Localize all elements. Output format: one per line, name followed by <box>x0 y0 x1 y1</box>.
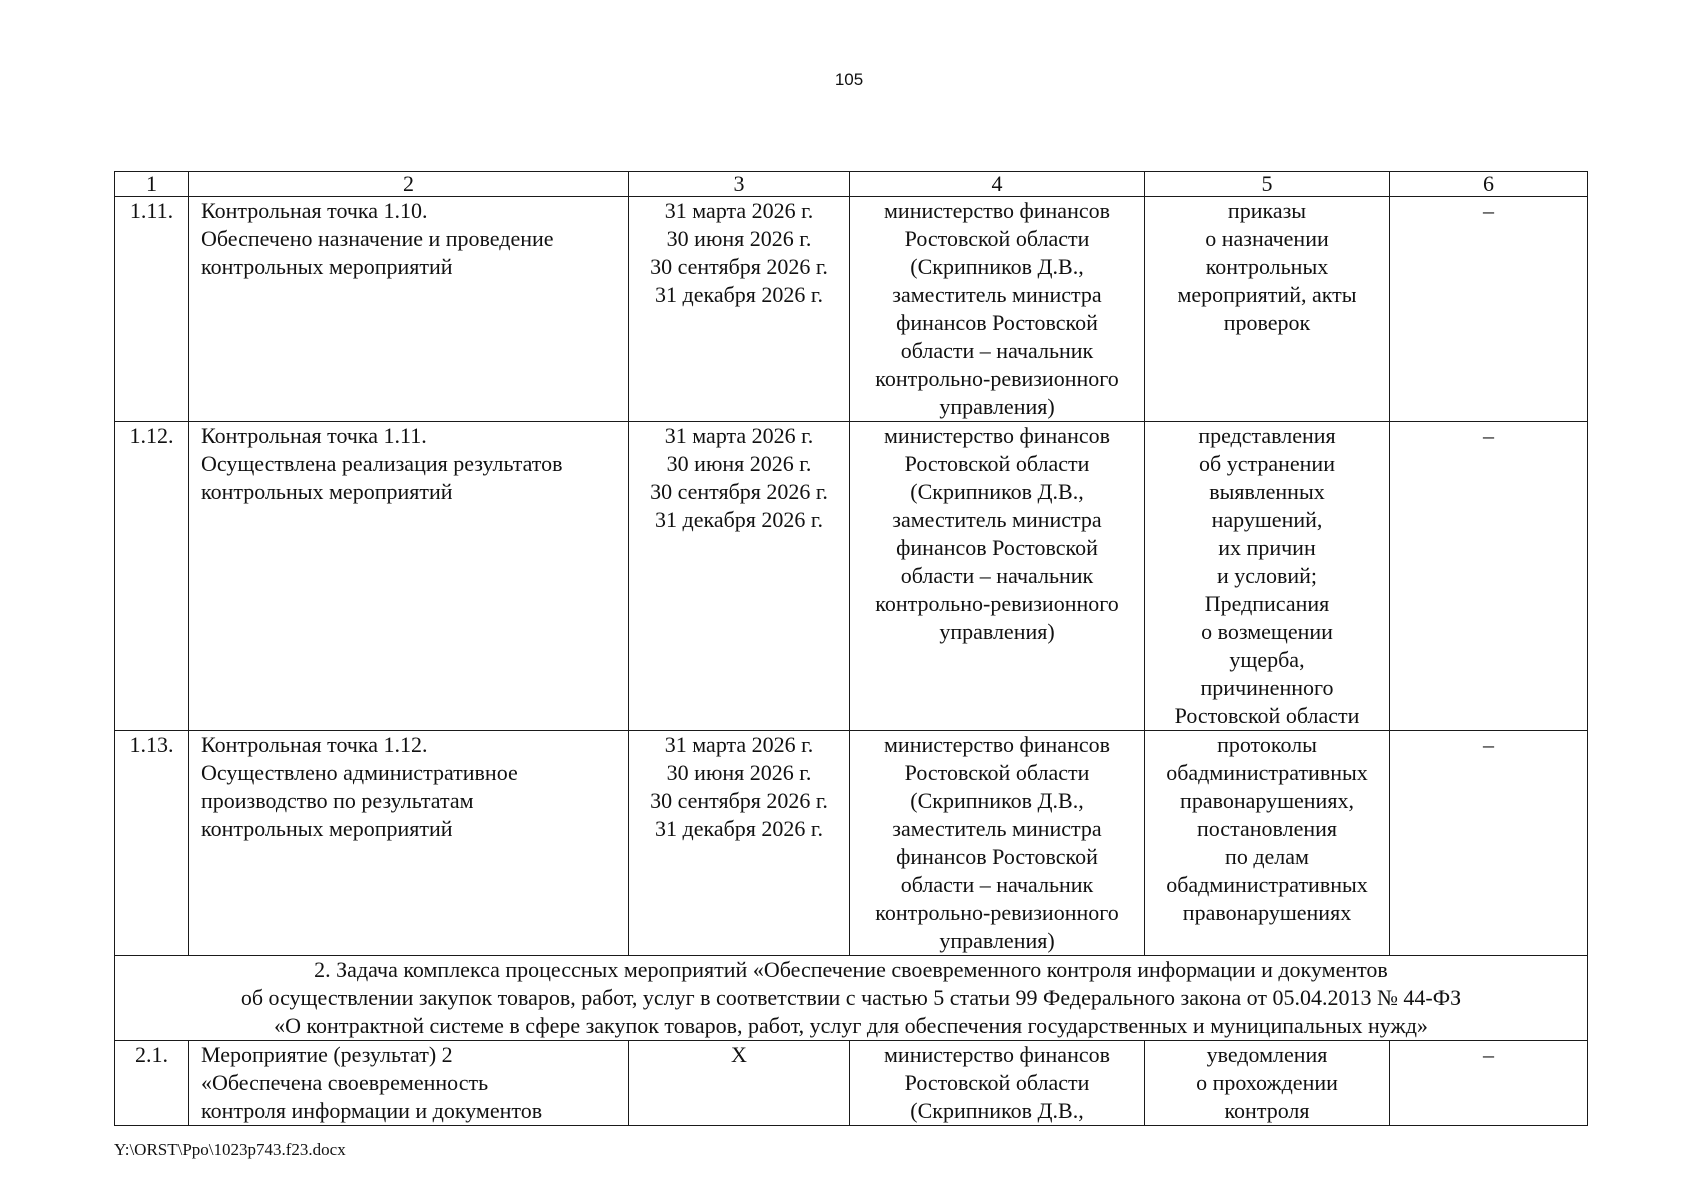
plan-table <box>114 171 1588 1126</box>
row-name: Контрольная точка 1.12. Осуществлено административное производство по результатам контрольных мероприятий <box>189 731 629 956</box>
row-name: Мероприятие (результат) 2 «Обеспечена своевременность контроля информации и документов <box>189 1041 629 1126</box>
row-number: 1.11. <box>115 197 189 422</box>
row-responsible: министерство финансов Ростовской области (Скрипников Д.В., заместитель министра финансов Ростовской области – начальник контрольно-ревизионного управления) <box>850 731 1145 956</box>
row-note: – <box>1390 422 1588 731</box>
row-name: Контрольная точка 1.11. Осуществлена реализация результатов контрольных мероприятий <box>189 422 629 731</box>
table-row <box>115 731 1588 956</box>
header-row <box>115 172 1588 197</box>
row-dates: X <box>629 1041 850 1126</box>
header-col-5: 5 <box>1145 172 1390 197</box>
row-note: – <box>1390 731 1588 956</box>
row-number: 1.12. <box>115 422 189 731</box>
row-number: 1.13. <box>115 731 189 956</box>
table-row <box>115 1041 1588 1126</box>
row-responsible: министерство финансов Ростовской области (Скрипников Д.В., заместитель министра финансов Ростовской области – начальник контрольно-ревизионного управления) <box>850 422 1145 731</box>
row-document: приказы о назначении контрольных мероприятий, акты проверок <box>1145 197 1390 422</box>
task-row <box>115 956 1588 1041</box>
header-col-4: 4 <box>850 172 1145 197</box>
table-row <box>115 197 1588 422</box>
row-note: – <box>1390 197 1588 422</box>
row-document: протоколы обадминистративных правонарушениях, постановления по делам обадминистративных правонарушениях <box>1145 731 1390 956</box>
row-document: представления об устранении выявленных нарушений, их причин и условий; Предписания о возмещении ущерба, причиненного Ростовской области <box>1145 422 1390 731</box>
row-number: 2.1. <box>115 1041 189 1126</box>
row-note: – <box>1390 1041 1588 1126</box>
table-row <box>115 422 1588 731</box>
task-heading: 2. Задача комплекса процессных мероприятий «Обеспечение своевременного контроля информации и документов об осуществлении закупок товаров, работ, услуг в соответствии с частью 5 статьи 99 Федерального закона от 05.04.2013 № 44-ФЗ «О контрактной системе в сфере закупок товаров, работ, услуг для обеспечения государственных и муниципальных нужд» <box>115 956 1588 1041</box>
row-responsible: министерство финансов Ростовской области (Скрипников Д.В., заместитель министра финансов Ростовской области – начальник контрольно-ревизионного управления) <box>850 197 1145 422</box>
row-responsible: министерство финансов Ростовской области (Скрипников Д.В., <box>850 1041 1145 1126</box>
row-dates: 31 марта 2026 г. 30 июня 2026 г. 30 сентября 2026 г. 31 декабря 2026 г. <box>629 197 850 422</box>
header-col-2: 2 <box>189 172 629 197</box>
page-number: 105 <box>834 70 864 89</box>
header-col-1: 1 <box>115 172 189 197</box>
row-document: уведомления о прохождении контроля <box>1145 1041 1390 1126</box>
row-dates: 31 марта 2026 г. 30 июня 2026 г. 30 сентября 2026 г. 31 декабря 2026 г. <box>629 731 850 956</box>
row-name: Контрольная точка 1.10. Обеспечено назначение и проведение контрольных мероприятий <box>189 197 629 422</box>
row-dates: 31 марта 2026 г. 30 июня 2026 г. 30 сентября 2026 г. 31 декабря 2026 г. <box>629 422 850 731</box>
file-path-footer: Y:\ORST\Ppo\1023p743.f23.docx <box>114 1140 346 1159</box>
header-col-6: 6 <box>1390 172 1588 197</box>
header-col-3: 3 <box>629 172 850 197</box>
